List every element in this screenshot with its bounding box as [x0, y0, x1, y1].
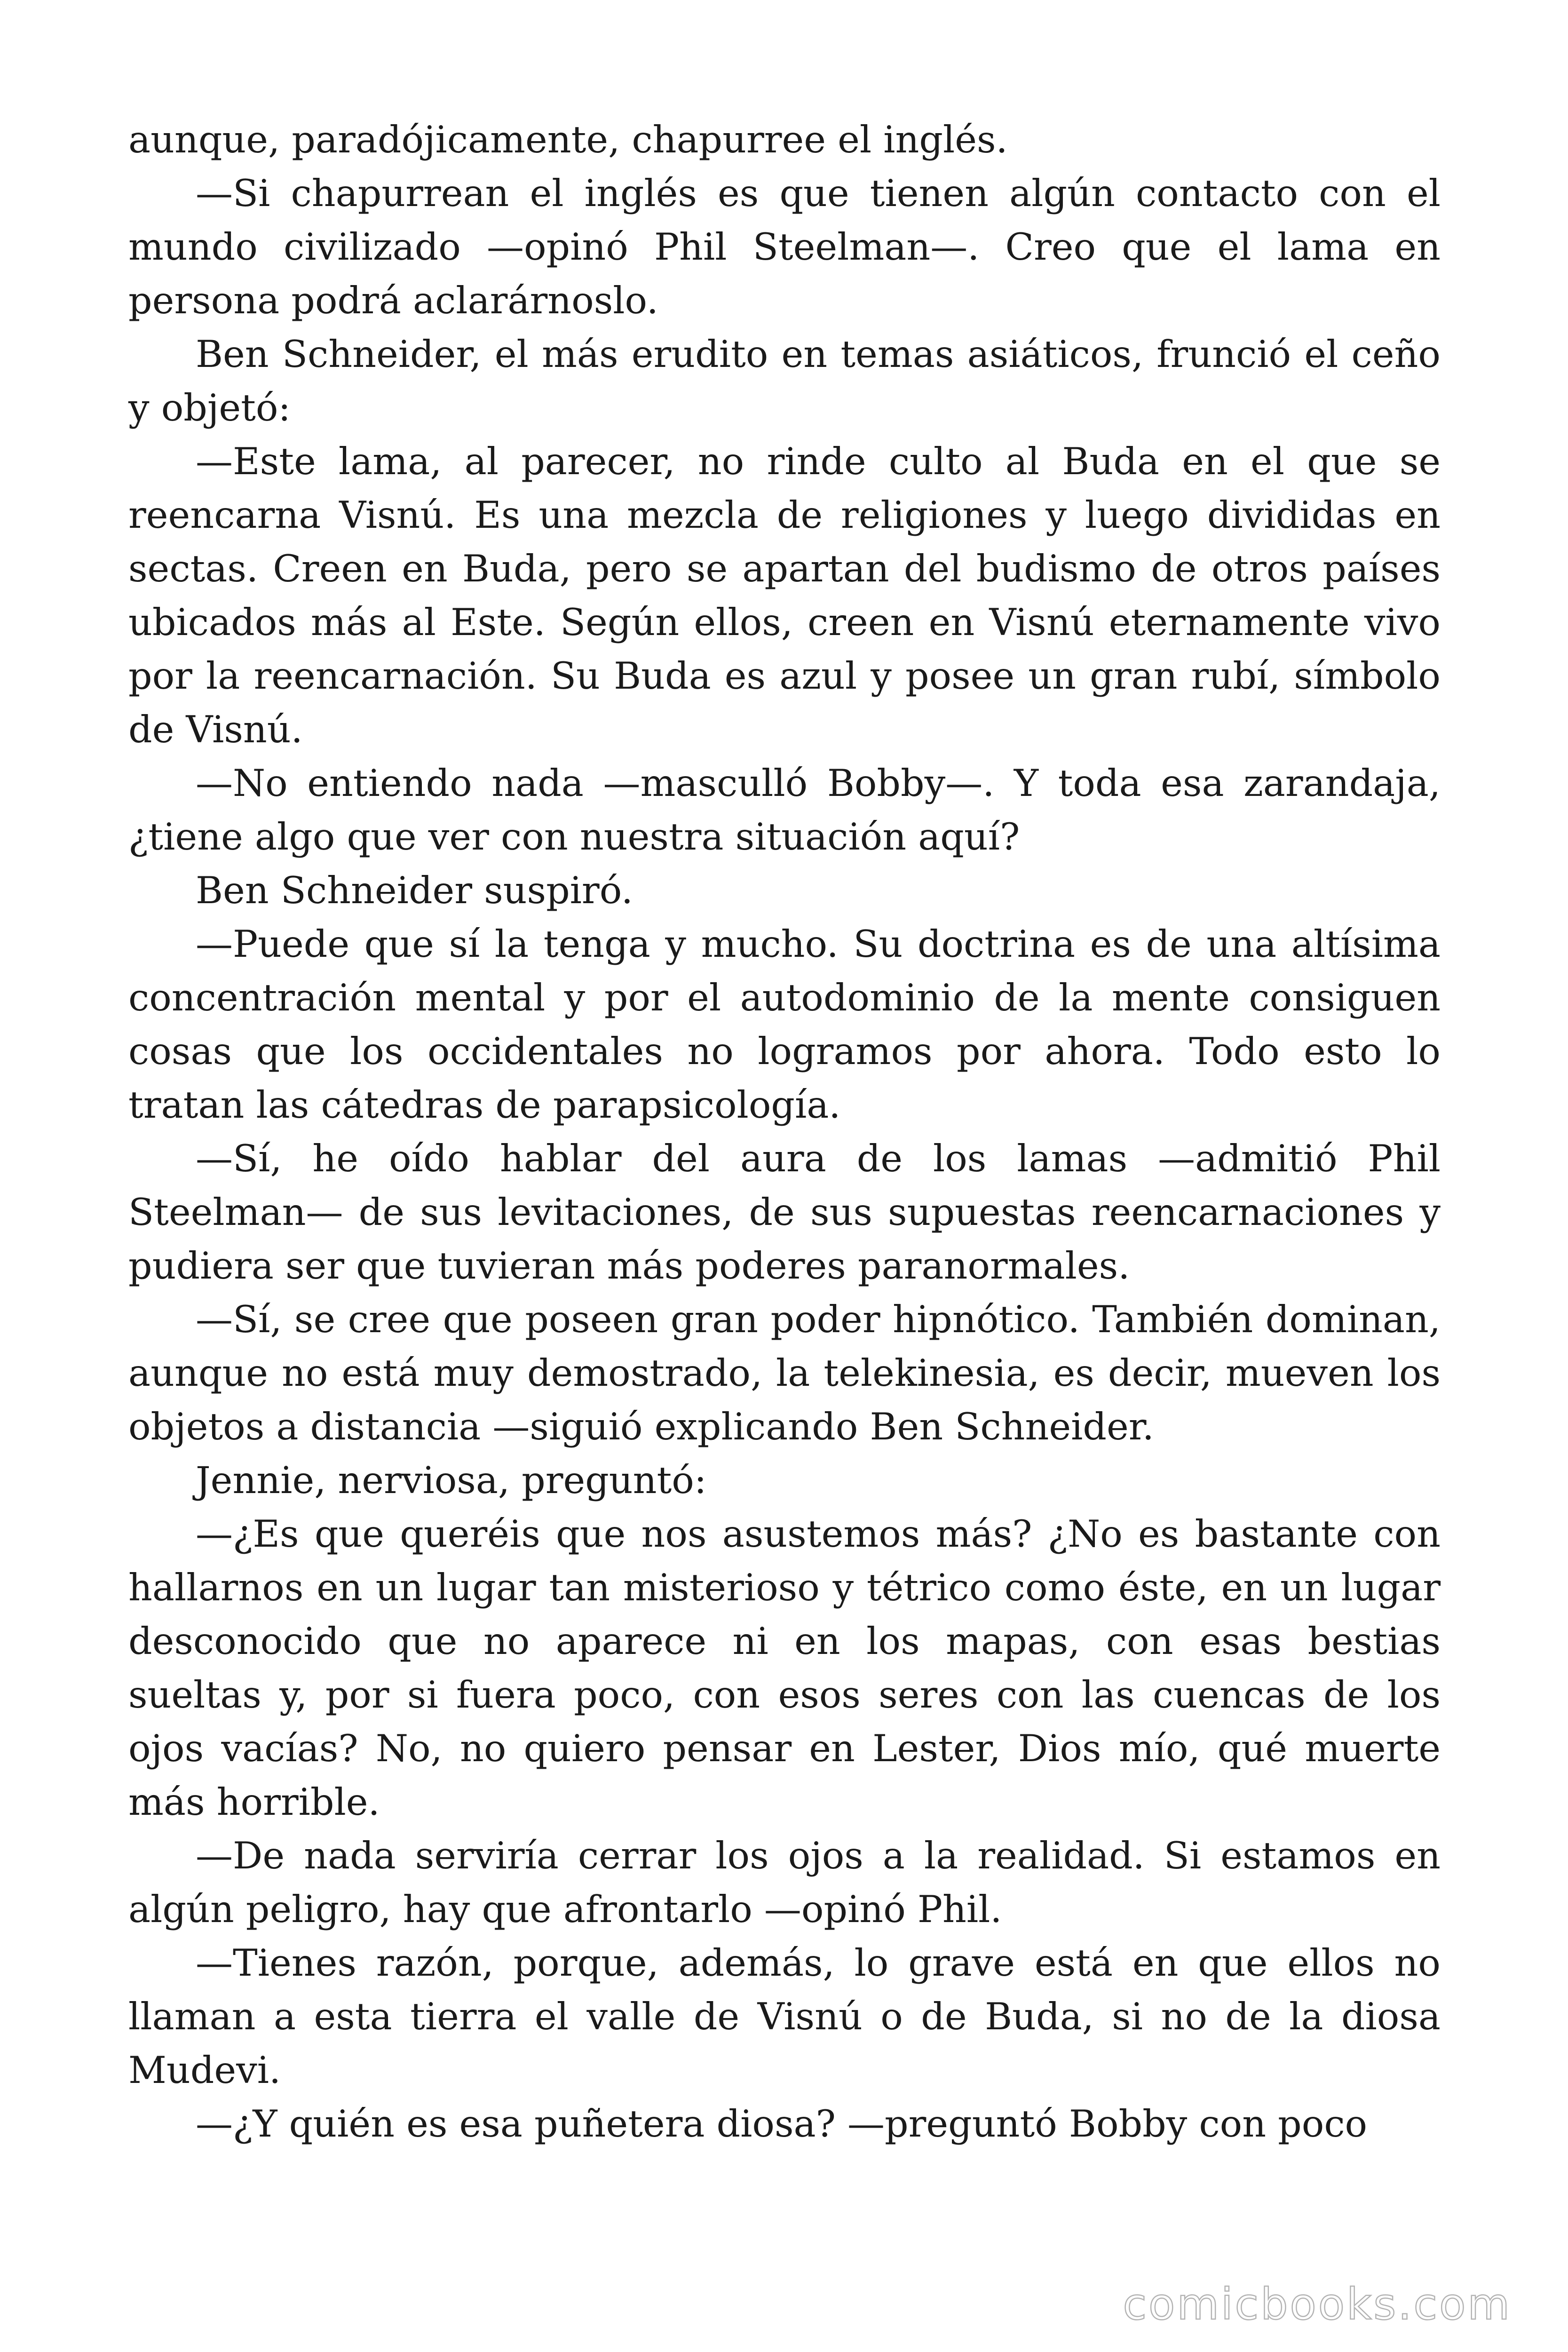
paragraph: —No entiendo nada —masculló Bobby—. Y toda esa zarandaja, ¿tiene algo que ver con nuestra situación aquí?	[128, 762, 1441, 858]
paragraph: aunque, paradójicamente, chapurree el inglés.	[128, 118, 1008, 161]
paragraph: Ben Schneider suspiró.	[196, 869, 633, 912]
watermark: comicbooks.com	[1123, 2279, 1512, 2329]
paragraph: Jennie, nerviosa, preguntó:	[196, 1459, 707, 1502]
paragraph: —Sí, se cree que poseen gran poder hipnótico. También dominan, aunque no está muy demostrado, la telekinesia, es decir, mueven los objetos a distancia —siguió explicando Ben Schneider.	[128, 1298, 1441, 1448]
paragraph: —De nada serviría cerrar los ojos a la realidad. Si estamos en algún peligro, hay que afrontarlo —opinó Phil.	[128, 1834, 1441, 1931]
paragraph: —Puede que sí la tenga y mucho. Su doctrina es de una altísima concentración mental y por el autodominio de la mente consiguen cosas que los occidentales no logramos por ahora. Todo esto lo tratan las cátedras de parapsicología.	[128, 922, 1441, 1127]
paragraph: —Si chapurrean el inglés es que tienen algún contacto con el mundo civilizado —opinó Phil Steelman—. Creo que el lama en persona podrá aclarárnoslo.	[128, 172, 1441, 322]
paragraph: —Tienes razón, porque, además, lo grave está en que ellos no llaman a esta tierra el valle de Visnú o de Buda, si no de la diosa Mudevi.	[128, 1941, 1441, 2092]
paragraph: —¿Es que queréis que nos asustemos más? ¿No es bastante con hallarnos en un lugar tan misterioso y tétrico como éste, en un lugar desconocido que no aparece ni en los mapas, con esas bestias sueltas y, por si fuera poco, con esos seres con las cuencas de los ojos vacías? No, no quiero pensar en Lester, Dios mío, qué muerte más horrible.	[128, 1512, 1441, 1824]
paragraph: Ben Schneider, el más erudito en temas asiáticos, frunció el ceño y objetó:	[128, 333, 1441, 429]
paragraph: —Este lama, al parecer, no rinde culto al Buda en el que se reencarna Visnú. Es una mezcla de religiones y luego divididas en sectas. Creen en Buda, pero se apartan del budismo de otros países ubicados más al Este. Según ellos, creen en Visnú eternamente vivo por la reencarnación. Su Buda es azul y posee un gran rubí, símbolo de Visnú.	[128, 440, 1441, 751]
paragraph: —¿Y quién es esa puñetera diosa? —preguntó Bobby con poco	[196, 2102, 1368, 2145]
paragraph: —Sí, he oído hablar del aura de los lamas —admitió Phil Steelman— de sus levitaciones, de sus supuestas reencarnaciones y pudiera ser que tuvieran más poderes paranormales.	[128, 1137, 1441, 1287]
book-page-text	[128, 113, 1441, 2151]
